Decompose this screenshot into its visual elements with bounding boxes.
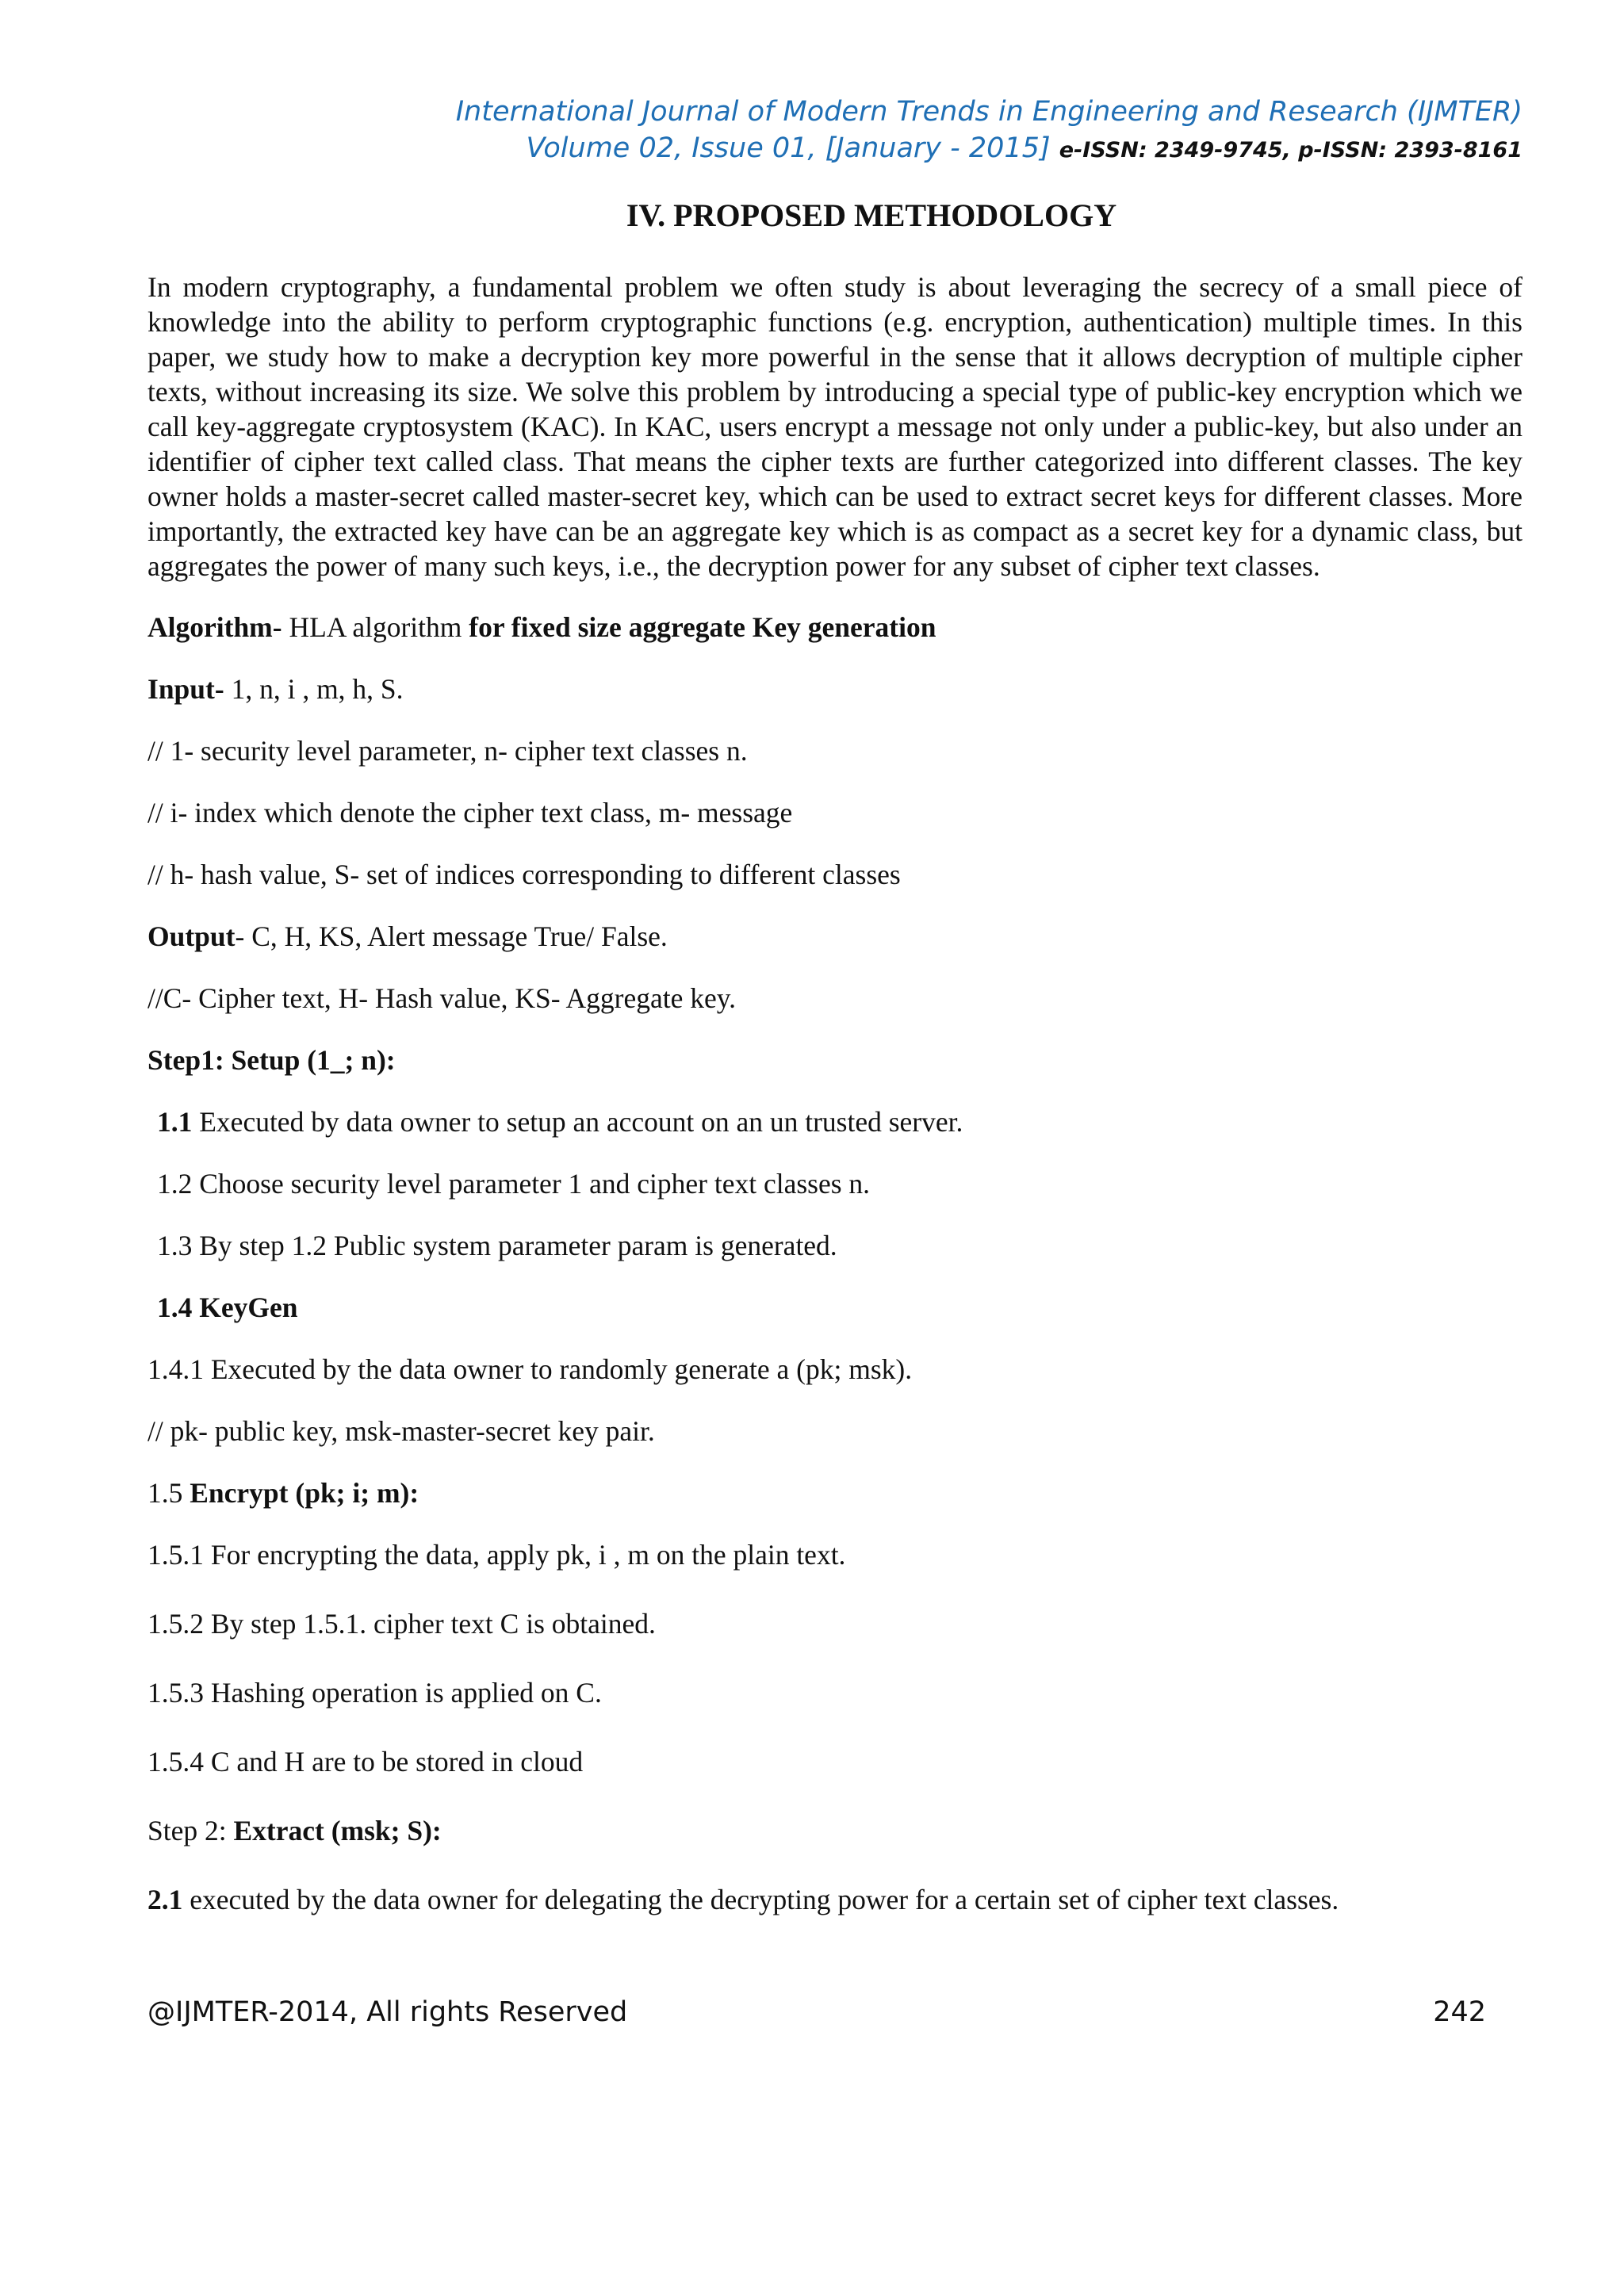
step-1-5-encrypt (147, 1475, 1522, 1537)
copyright-text: @IJMTER-2014, All rights Reserved (147, 1996, 628, 2028)
step-2-1-text: executed by the data owner for delegating the decrypting power for a certain set of cipher text classes. (182, 1884, 1339, 1915)
algorithm-desc: for fixed size aggregate Key generation (469, 611, 936, 643)
algorithm-line (147, 610, 1522, 672)
step-1-1-text: Executed by data owner to setup an account on an un trusted server. (192, 1106, 963, 1138)
output-comment: //C- Cipher text, H- Hash value, KS- Aggregate key. (147, 982, 737, 1014)
output-label: Output (147, 920, 236, 952)
input-value: 1, n, i , m, h, S. (224, 673, 404, 705)
step1-title-text: Step1: Setup (1_; n): (147, 1044, 396, 1076)
algorithm-label: Algorithm- (147, 611, 282, 643)
step2-title (147, 1813, 1522, 1882)
journal-title: International Journal of Modern Trends in Engineering and Research (IJMTER) (455, 96, 1522, 128)
keygen-heading: 1.4 KeyGen (157, 1292, 298, 1323)
step-2-1-number: 2.1 (147, 1884, 183, 1915)
journal-header (456, 94, 1522, 169)
step-1-5-2: 1.5.2 By step 1.5.1. cipher text C is obtained. (147, 1608, 656, 1640)
extract-heading: Extract (msk; S): (233, 1815, 442, 1846)
step-1-1-number: 1.1 (157, 1106, 193, 1138)
input-line (147, 672, 1522, 733)
comment-line: // h- hash value, S- set of indices corresponding to different classes (147, 859, 901, 890)
section-title: IV. PROPOSED METHODOLOGY (626, 197, 1117, 233)
step-1-5-number: 1.5 (147, 1477, 190, 1509)
journal-volume: Volume 02, Issue 01, [January - 2015] (526, 132, 1051, 164)
step-1-4-1: 1.4.1 Executed by the data owner to randomly generate a (pk; msk). (147, 1353, 913, 1385)
output-line (147, 919, 1522, 981)
step2-prefix: Step 2: (147, 1815, 234, 1846)
intro-paragraph: In modern cryptography, a fundamental problem we often study is about leveraging the secrecy of a small piece of knowledge into the ability to perform cryptographic functions (e.g. encryption, authentication) multiple times. In this paper, we study how to make a decryption key more powerful in the sense that it allows decryption of multiple cipher texts, without increasing its size. We solve this problem by introducing a special type of public-key encryption which we call key-aggregate cryptosystem (KAC). In KAC, users encrypt a message not only under a public-key, but also under an identifier of cipher text called class. That means the cipher texts are further categorized into different classes. The key owner holds a master-secret called master-secret key, which can be used to extract secret keys for different classes. More importantly, the extracted key have can be an aggregate key which is as compact as a secret key for a dynamic class, but aggregates the power of many such keys, i.e., the decryption power for any subset of cipher text classes. (147, 271, 1522, 582)
step-1-4-comment: // pk- public key, msk-master-secret key pair. (147, 1415, 655, 1447)
step-1-4-keygen (147, 1290, 1522, 1352)
algorithm-name: HLA algorithm (282, 611, 469, 643)
comment-line: // 1- security level parameter, n- cipher text classes n. (147, 735, 748, 767)
page-footer (147, 1996, 1486, 2028)
encrypt-heading: Encrypt (pk; i; m): (190, 1477, 419, 1509)
output-value: - C, H, KS, Alert message True/ False. (235, 920, 668, 952)
journal-volume-line (456, 130, 1522, 169)
comment-line: // i- index which denote the cipher text class, m- message (147, 797, 793, 828)
step-1-3: 1.3 By step 1.2 Public system parameter param is generated. (157, 1230, 837, 1261)
step-2-1 (147, 1882, 1522, 1944)
journal-issn: e-ISSN: 2349-9745, p-ISSN: 2393-8161 (1059, 138, 1522, 163)
step-1-2: 1.2 Choose security level parameter 1 and cipher text classes n. (157, 1168, 871, 1200)
step-1-5-4: 1.5.4 C and H are to be stored in cloud (147, 1746, 584, 1777)
document-body (147, 270, 1522, 1944)
input-label: Input- (147, 673, 224, 705)
step1-title (147, 1043, 1522, 1104)
step-1-5-3: 1.5.3 Hashing operation is applied on C. (147, 1677, 602, 1709)
page-number: 242 (1433, 1996, 1486, 2028)
step-1-5-1: 1.5.1 For encrypting the data, apply pk, i , m on the plain text. (147, 1539, 846, 1571)
step-1-1 (147, 1104, 1522, 1166)
